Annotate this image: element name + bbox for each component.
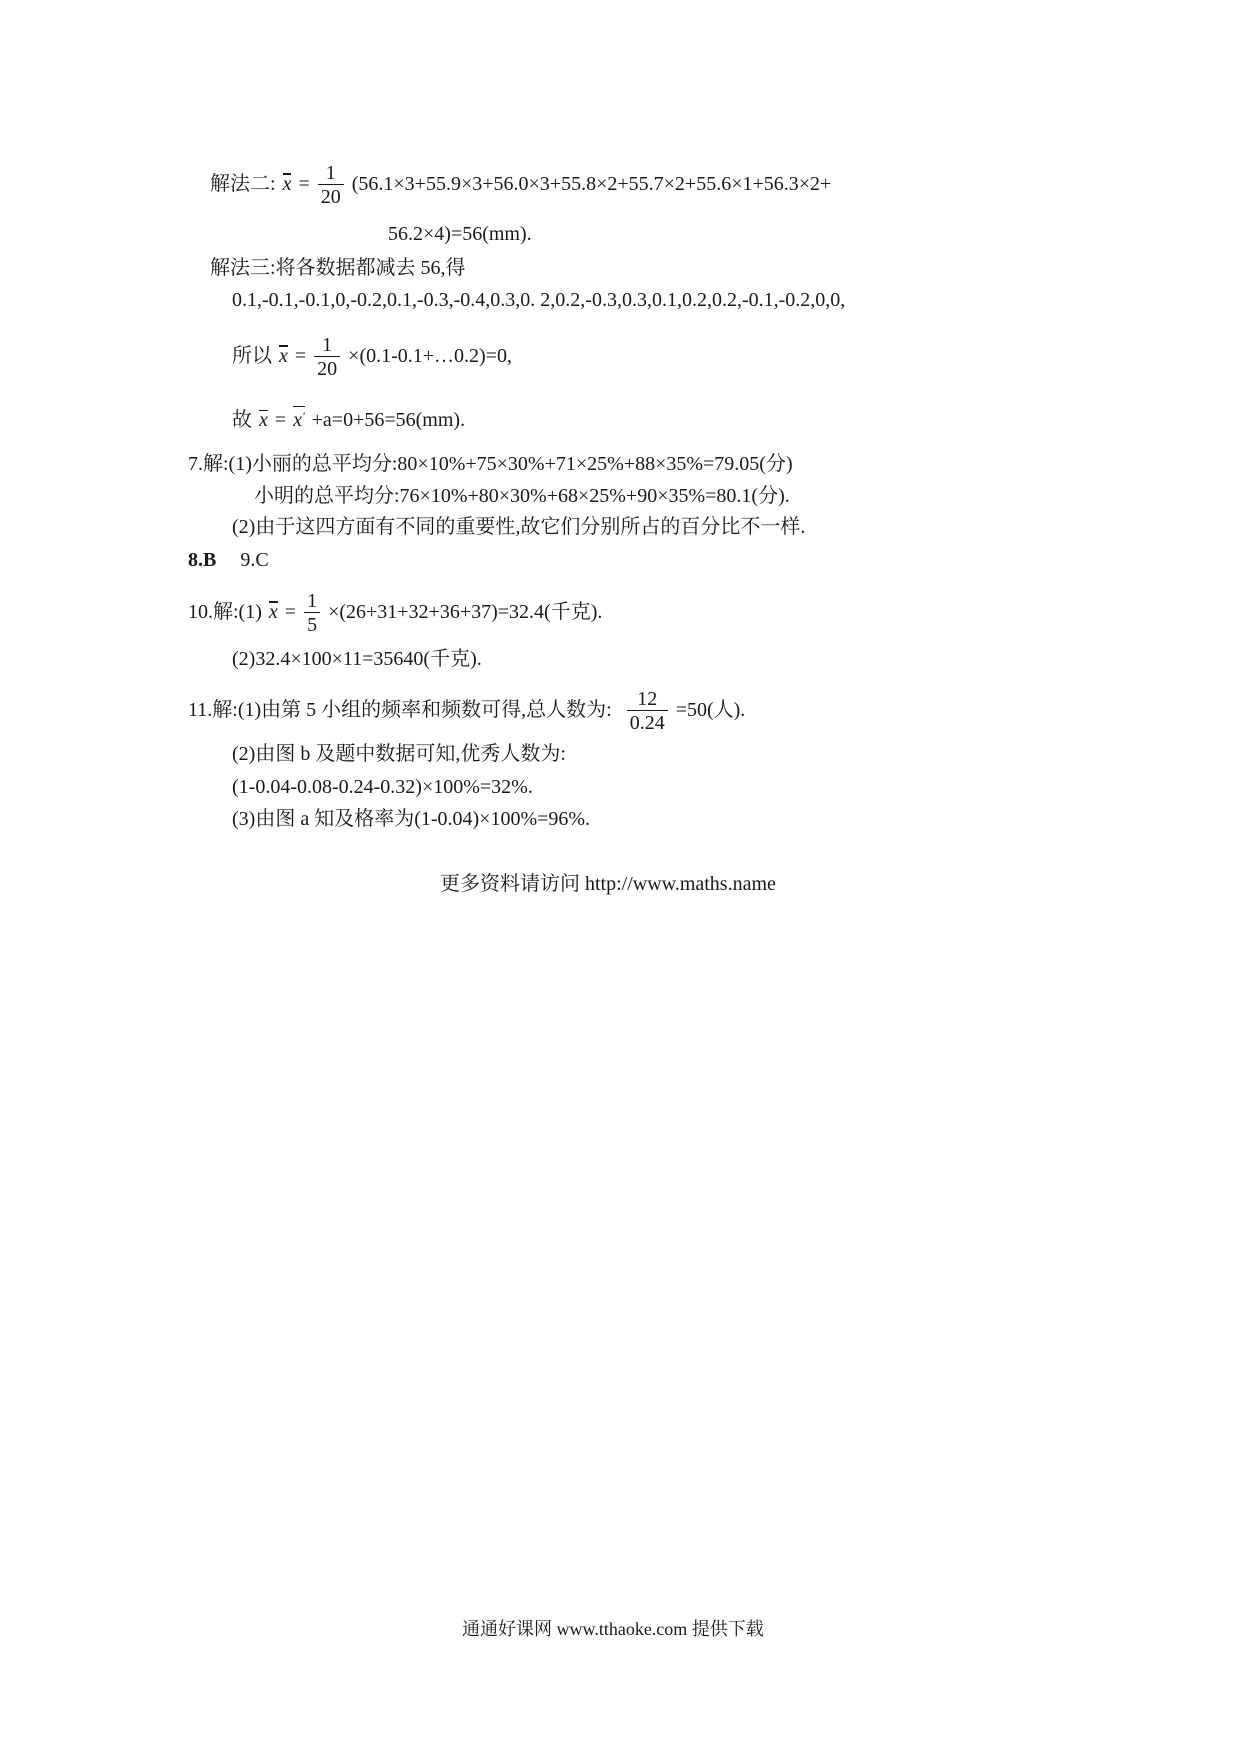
q7-line-2: 小明的总平均分:76×10%+80×30%+68×25%+90×35%=80.1(分). [254,485,790,507]
q8-answer: 8.B [188,549,217,571]
solution-3-mean-line [232,334,512,381]
q11-line-1 [188,688,745,735]
so-label: 所以 [232,345,272,368]
equals-sign: = [294,345,307,368]
x-letter: x [293,409,303,431]
solution-2-expression: (56.1×3+55.9×3+56.0×3+55.8×2+55.7×2+55.6×1+56.3×2+ [351,173,832,196]
fraction-12-0.24 [627,688,668,735]
q9-answer: 9.C [240,549,269,571]
fraction-denominator: 0.24 [629,712,665,734]
q10-line-2: (2)32.4×100×11=35640(千克). [232,648,482,670]
mean-x-prime-symbol [293,406,305,431]
fraction-1-5 [304,590,320,637]
solution-3-label: 解法三:将各数据都减去 56,得 [210,257,466,279]
fraction-numerator: 1 [318,162,344,185]
solution-3-data-list: 0.1,-0.1,-0.1,0,-0.2,0.1,-0.3,-0.4,0.3,0. 2,0.2,-0.3,0.3,0.1,0.2,0.2,-0.1,-0.2,0,0, [232,289,846,311]
fraction-denominator: 20 [320,186,341,208]
mean-x-symbol: x [259,409,268,431]
mean-x-prime-symbol: x [279,345,288,368]
q10-expression: ×(26+31+32+36+37)=32.4(千克). [328,601,603,624]
q11-line-3: (1-0.04-0.08-0.24-0.32)×100%=32%. [232,776,533,798]
solution-3-conclusion [232,406,465,432]
equals-sign: = [274,409,287,431]
prime-mark: ' [302,409,305,423]
fraction-denominator: 20 [317,358,338,380]
mean-x-symbol: x [282,173,292,196]
q10-line-1 [188,590,602,637]
mean-x-symbol: x [268,601,278,624]
equals-sign: = [298,173,310,196]
fraction-numerator: 1 [314,334,340,357]
fraction-1-20 [314,334,340,381]
q11-line-2: (2)由图 b 及题中数据可知,优秀人数为: [232,743,566,765]
q11-result: =50(人). [675,699,746,722]
more-info-link-text: 更多资料请访问 http://www.maths.name [440,873,776,895]
solution-2-continuation: 56.2×4)=56(mm). [388,223,532,245]
hence-label: 故 [232,409,252,431]
q7-line-1: 7.解:(1)小丽的总平均分:80×10%+75×30%+71×25%+88×35%=79.05(分) [188,453,793,475]
q8-q9-answers [188,548,269,572]
conclusion-expression: +a=0+56=56(mm). [311,409,466,431]
q7-line-3: (2)由于这四方面有不同的重要性,故它们分别所占的百分比不一样. [232,516,806,538]
solution-2-line [210,162,831,209]
equals-sign: = [284,601,297,624]
fraction-1-20 [318,162,344,209]
fraction-numerator: 1 [304,590,320,613]
fraction-denominator: 5 [307,614,318,636]
solution-3-expression: ×(0.1-0.1+…0.2)=0, [348,345,512,368]
q11-line-4: (3)由图 a 知及格率为(1-0.04)×100%=96%. [232,808,591,830]
q11-label: 11.解:(1)由第 5 小组的频率和频数可得,总人数为: [188,699,612,722]
solution-2-label: 解法二: [210,173,276,196]
q10-label: 10.解:(1) [188,601,262,624]
fraction-numerator: 12 [627,688,668,711]
page-footer: 通通好课网 www.tthaoke.com 提供下载 [462,1619,764,1639]
